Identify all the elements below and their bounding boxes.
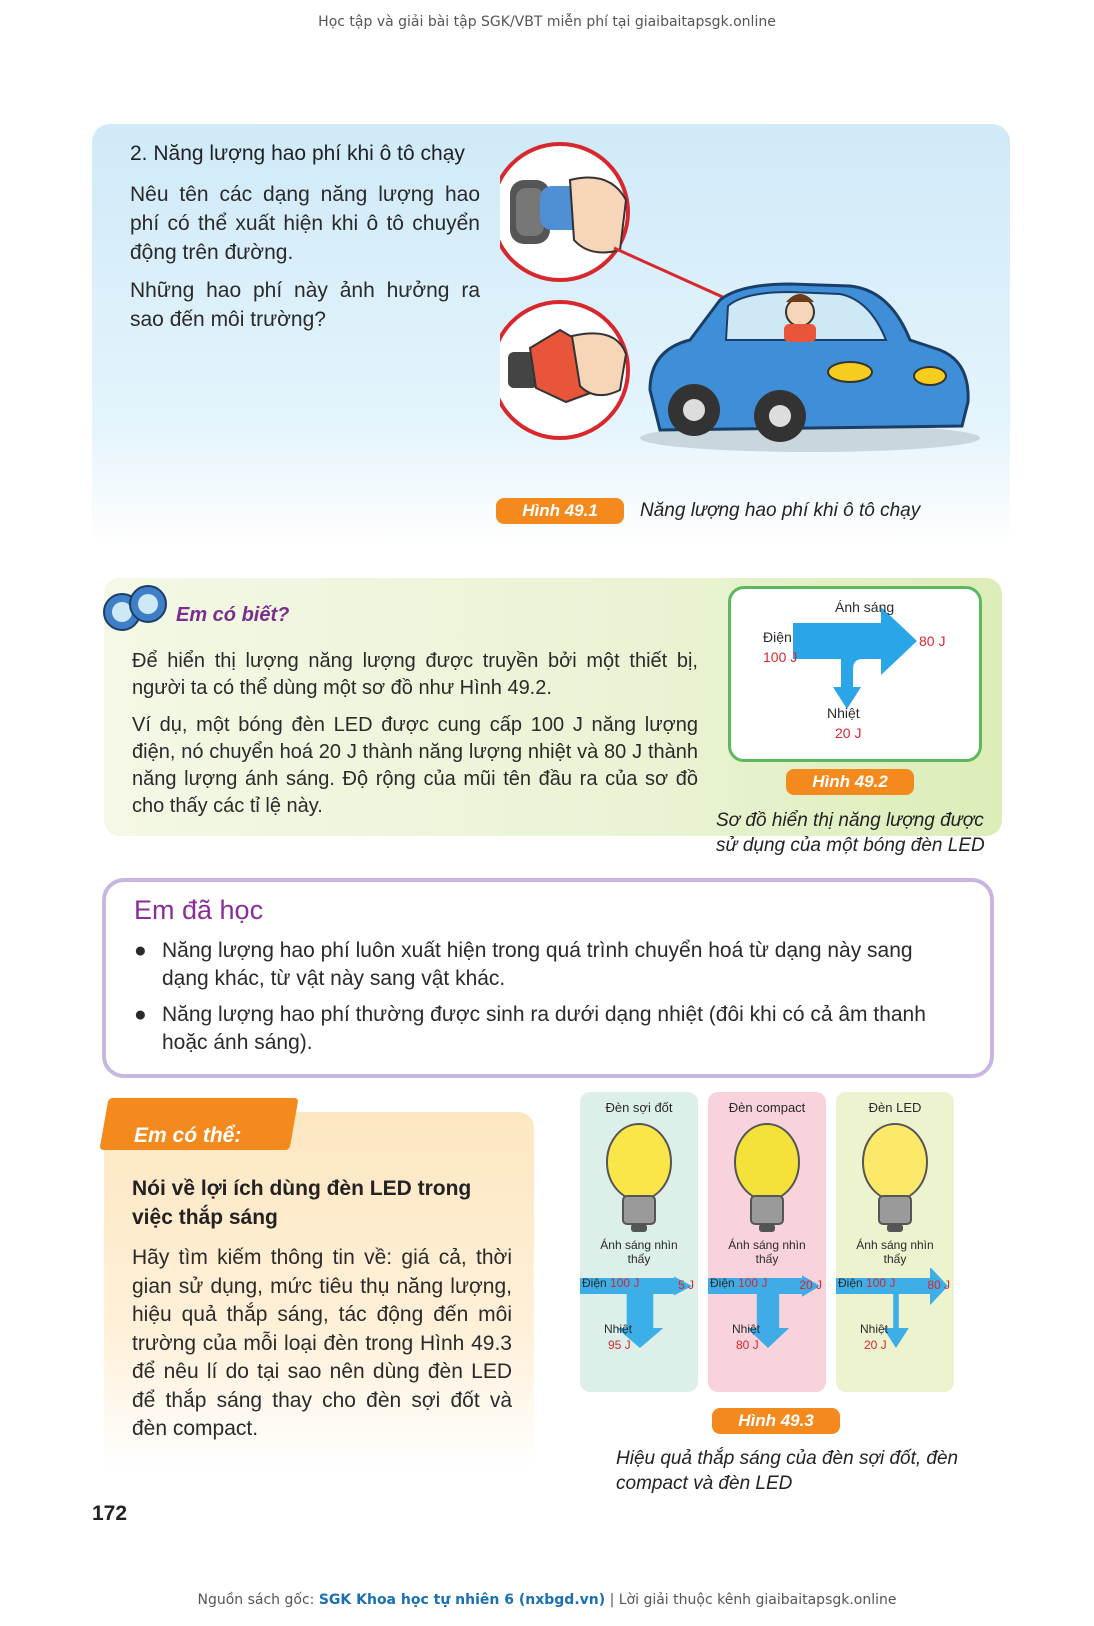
heat-output-value: 95 J bbox=[608, 1338, 631, 1352]
did-you-know-title: Em có biết? bbox=[176, 604, 290, 626]
learned-title: Em đã học bbox=[134, 895, 264, 925]
light-output-value: 5 J bbox=[677, 1278, 694, 1292]
car-illustration bbox=[500, 140, 1000, 480]
bulb-column bbox=[708, 1092, 826, 1392]
bullet-dot: ● bbox=[134, 939, 147, 962]
footer-suffix: | Lời giải thuộc kênh giaibaitapsgk.online bbox=[605, 1592, 897, 1608]
light-output-label: Ánh sáng nhìn thấy bbox=[600, 1238, 678, 1266]
footer-prefix: Nguồn sách gốc: bbox=[197, 1592, 319, 1608]
learned-bullet-text: Năng lượng hao phí luôn xuất hiện trong quá trình chuyển hoá từ dạng này sang dạng khác, từ vật này sang vật khác. bbox=[162, 939, 913, 990]
bulb-column bbox=[580, 1092, 698, 1392]
light-bulb-icon bbox=[836, 1118, 954, 1238]
diagram-heat-value: 20 J bbox=[835, 725, 862, 741]
learned-bullet-text: Năng lượng hao phí thường được sinh ra dưới dạng nhiệt (đôi khi có cả âm thanh hoặc ánh sáng). bbox=[162, 1003, 926, 1054]
footer-note bbox=[0, 1592, 1094, 1608]
blue-car bbox=[640, 284, 980, 452]
binoculars-icon bbox=[102, 578, 168, 638]
figure-49-3-caption: Hiệu quả thắp sáng của đèn sợi đốt, đèn compact và đèn LED bbox=[616, 1448, 959, 1494]
section2-question-2: Những hao phí này ảnh hưởng ra sao đến môi trường? bbox=[130, 279, 480, 331]
diagram-heat-label: Nhiệt bbox=[827, 705, 860, 721]
diagram-light-value: 80 J bbox=[919, 633, 946, 649]
bullet-dot: ● bbox=[134, 1003, 147, 1026]
you-can-title: Em có thể: bbox=[134, 1124, 242, 1147]
heat-output-label: Nhiệt bbox=[732, 1322, 761, 1336]
input-label: Điện 100 J bbox=[838, 1276, 896, 1290]
fuel-nozzle-circle bbox=[500, 302, 628, 438]
figure-49-1-tag: Hình 49.1 bbox=[496, 498, 624, 524]
light-output-label: Ánh sáng nhìn thấy bbox=[856, 1238, 934, 1266]
diagram-input-label: Điện bbox=[763, 629, 792, 645]
light-output-label: Ánh sáng nhìn thấy bbox=[728, 1238, 806, 1266]
bulb-comparison-figure bbox=[580, 1092, 960, 1398]
learned-bullet bbox=[134, 1001, 954, 1061]
you-can-heading: Nói về lợi ích dùng đèn LED trong việc thắp sáng bbox=[132, 1177, 472, 1229]
heat-output-label: Nhiệt bbox=[860, 1322, 889, 1336]
did-you-know-text-2: Ví dụ, một bóng đèn LED được cung cấp 100 J năng lượng điện, nó chuyển hoá 20 J thành năng lượng nhiệt và 80 J thành năng lượng ánh sáng. Độ rộng của mũi tên đầu ra của sơ đồ cho thấy các tỉ lệ này. bbox=[132, 714, 698, 817]
learned-bullet bbox=[134, 937, 954, 997]
section2-question-1: Nêu tên các dạng năng lượng hao phí có thể xuất hiện khi ô tô chuyển động trên đường. bbox=[130, 183, 480, 264]
header-note: Học tập và giải bài tập SGK/VBT miễn phí tại giaibaitapsgk.online bbox=[318, 14, 776, 30]
bulb-type-name: Đèn sợi đốt bbox=[605, 1100, 673, 1115]
heat-output-value: 80 J bbox=[736, 1338, 759, 1352]
light-output-value: 20 J bbox=[799, 1278, 822, 1292]
footer-source-link[interactable]: SGK Khoa học tự nhiên 6 (nxbgd.vn) bbox=[318, 1592, 606, 1608]
light-output-value: 80 J bbox=[927, 1278, 950, 1292]
diagram-light-label: Ánh sáng bbox=[835, 599, 895, 615]
figure-49-2-tag: Hình 49.2 bbox=[786, 769, 914, 795]
car-key-circle bbox=[500, 144, 628, 280]
figure-49-1-caption: Năng lượng hao phí khi ô tô chạy bbox=[640, 500, 921, 521]
bulb-type-name: Đèn LED bbox=[868, 1100, 922, 1115]
input-label: Điện 100 J bbox=[710, 1276, 768, 1290]
section2-title: 2. Năng lượng hao phí khi ô tô chạy bbox=[130, 142, 465, 165]
heat-output-value: 20 J bbox=[864, 1338, 887, 1352]
light-bulb-icon bbox=[580, 1118, 698, 1238]
diagram-input-value: 100 J bbox=[763, 649, 798, 665]
input-label: Điện 100 J bbox=[582, 1276, 640, 1290]
figure-49-2-caption: Sơ đồ hiển thị năng lượng được sử dụng của một bóng đèn LED bbox=[716, 810, 985, 856]
page-number: 172 bbox=[92, 1502, 128, 1525]
energy-flow-diagram bbox=[728, 586, 982, 762]
bulb-type-name: Đèn compact bbox=[728, 1100, 806, 1115]
light-bulb-icon bbox=[708, 1118, 826, 1238]
bulb-column bbox=[836, 1092, 954, 1392]
you-can-body: Hãy tìm kiếm thông tin về: giá cả, thời gian sử dụng, mức tiêu thụ năng lượng, hiệu quả thắp sáng, tác động đến môi trường của mỗi loại đèn trong Hình 49.3 để nêu lí do tại sao nên dùng đèn LED để thắp sáng thay cho đèn sợi đốt và đèn compact. bbox=[132, 1246, 512, 1440]
figure-49-3-tag: Hình 49.3 bbox=[712, 1408, 840, 1434]
heat-output-label: Nhiệt bbox=[604, 1322, 633, 1336]
did-you-know-text-1: Để hiển thị lượng năng lượng được truyền bởi một thiết bị, người ta có thể dùng một sơ đồ như Hình 49.2. bbox=[132, 650, 698, 699]
